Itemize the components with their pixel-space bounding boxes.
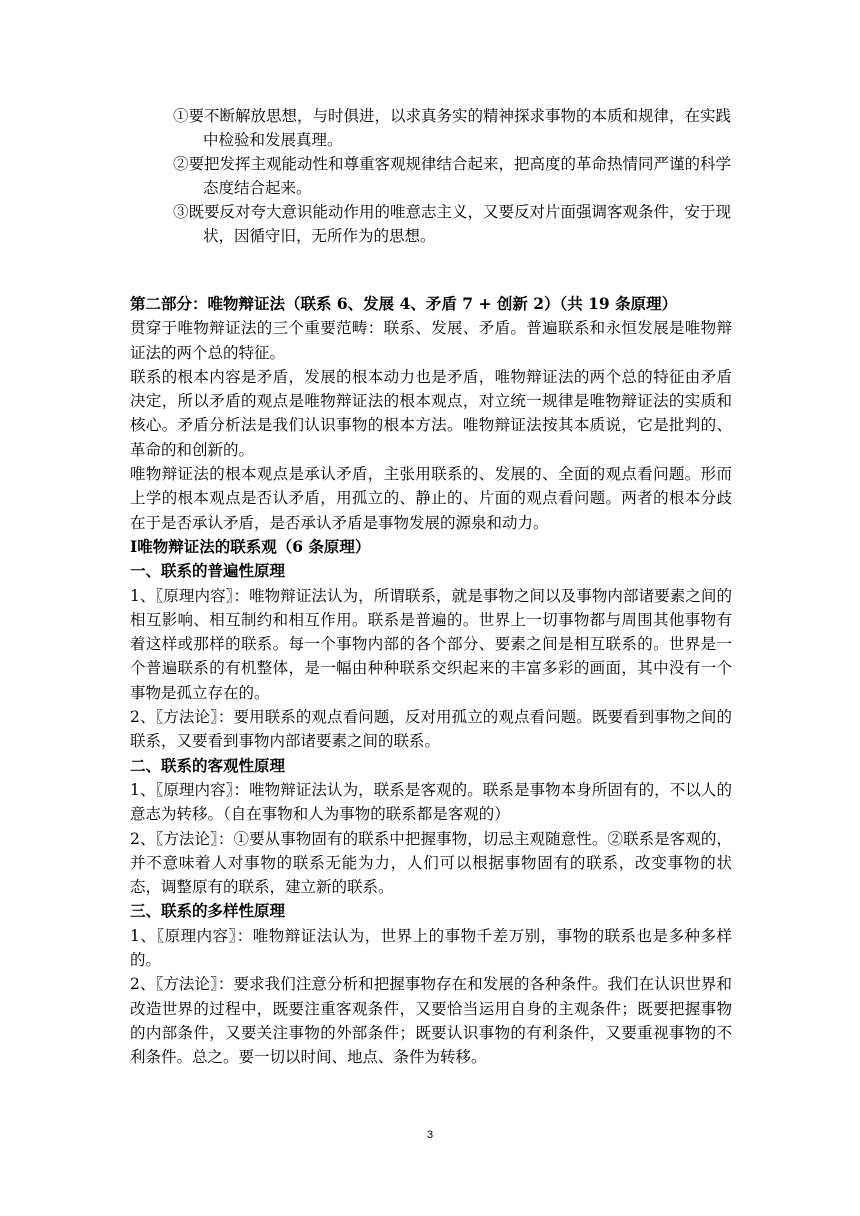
overview-paragraph: 联系的根本内容是矛盾，发展的根本动力也是矛盾，唯物辩证法的两个总的特征由矛盾决定，所以矛盾的观点是唯物辩证法的根本观点，对立统一规律是唯物辩证法的实质和核心。矛盾分析法是我们认识事物的根本方法。唯物辩证法按其本质说，它是批判的、革命的和创新的。 [130, 367, 732, 459]
principle-method: 2、〖方法论〗：要用联系的观点看问题，反对用孤立的观点看问题。既要看到事物之间的联系，又要看到事物内部诸要素之间的联系。 [130, 708, 732, 751]
principle-title: 二、联系的客观性原理 [130, 755, 286, 775]
intro-item: ③既要反对夸大意识能动作用的唯意志主义，又要反对片面强调客观条件，安于现状，因循守旧，无所作为的思想。 [173, 203, 732, 245]
overview-paragraph: 贯穿于唯物辩证法的三个重要范畴：联系、发展、矛盾。普遍联系和永恒发展是唯物辩证法的两个总的特征。 [130, 319, 732, 362]
main-content [130, 292, 732, 1070]
principle-title: 一、联系的普遍性原理 [130, 561, 286, 581]
principle-title: 三、联系的多样性原理 [130, 901, 286, 921]
principle-content: 1、〖原理内容〗：唯物辩证法认为，世界上的事物千差万别，事物的联系也是多种多样的。 [130, 926, 732, 970]
page-number: 3 [426, 1129, 434, 1141]
intro-item: ②要把发挥主观能动性和尊重客观规律结合起来，把高度的革命热情同严谨的科学态度结合起来。 [173, 155, 732, 197]
subsection-heading: Ⅰ唯物辩证法的联系观（6 条原理） [130, 536, 371, 556]
intro-list [173, 104, 733, 248]
overview-paragraph: 唯物辩证法的根本观点是承认矛盾，主张用联系的、发展的、全面的观点看问题。形而上学的根本观点是否认矛盾，用孤立的、静止的、片面的观点看问题。两者的根本分歧在于是否承认矛盾，是否承认矛盾是事物发展的源泉和动力。 [130, 465, 732, 532]
principle-content: 1、〖原理内容〗：唯物辩证法认为，联系是客观的。联系是事物本身所固有的，不以人的意志为转移。（自在事物和人为事物的联系都是客观的） [130, 780, 732, 824]
principle-method: 2、〖方法论〗：要求我们注意分析和把握事物存在和发展的各种条件。我们在认识世界和改造世界的过程中，既要注重客观条件，又要恰当运用自身的主观条件；既要把握事物的内部条件，又要关注事物的外部条件；既要认识事物的有利条件，又要重视事物的不利条件。总之。要一切以时间、地点、条件为转移。 [130, 975, 732, 1067]
section-heading: 第二部分：唯物辩证法（联系 6、发展 4、矛盾 7 + 创新 2）（共 19 条原理） [130, 294, 678, 313]
intro-item: ①要不断解放思想，与时俱进，以求真务实的精神探求事物的本质和规律，在实践中检验和发展真理。 [173, 107, 732, 149]
principle-method: 2、〖方法论〗：①要从事物固有的联系中把握事物，切忌主观随意性。②联系是客观的，并不意味着人对事物的联系无能为力，人们可以根据事物固有的联系，改变事物的状态，调整原有的联系，建立新的联系。 [130, 829, 732, 897]
principle-content: 1、〖原理内容〗：唯物辩证法认为，所谓联系，就是事物之间以及事物内部诸要素之间的相互影响、相互制约和相互作用。联系是普遍的。世界上一切事物都与周围其他事物有着这样或那样的联系。每一个事物内部的各个部分、要素之间是相互联系的。世界是一个普遍联系的有机整体，是一幅由种种联系交织起来的丰富多彩的画面，其中没有一个事物是孤立存在的。 [130, 586, 732, 702]
